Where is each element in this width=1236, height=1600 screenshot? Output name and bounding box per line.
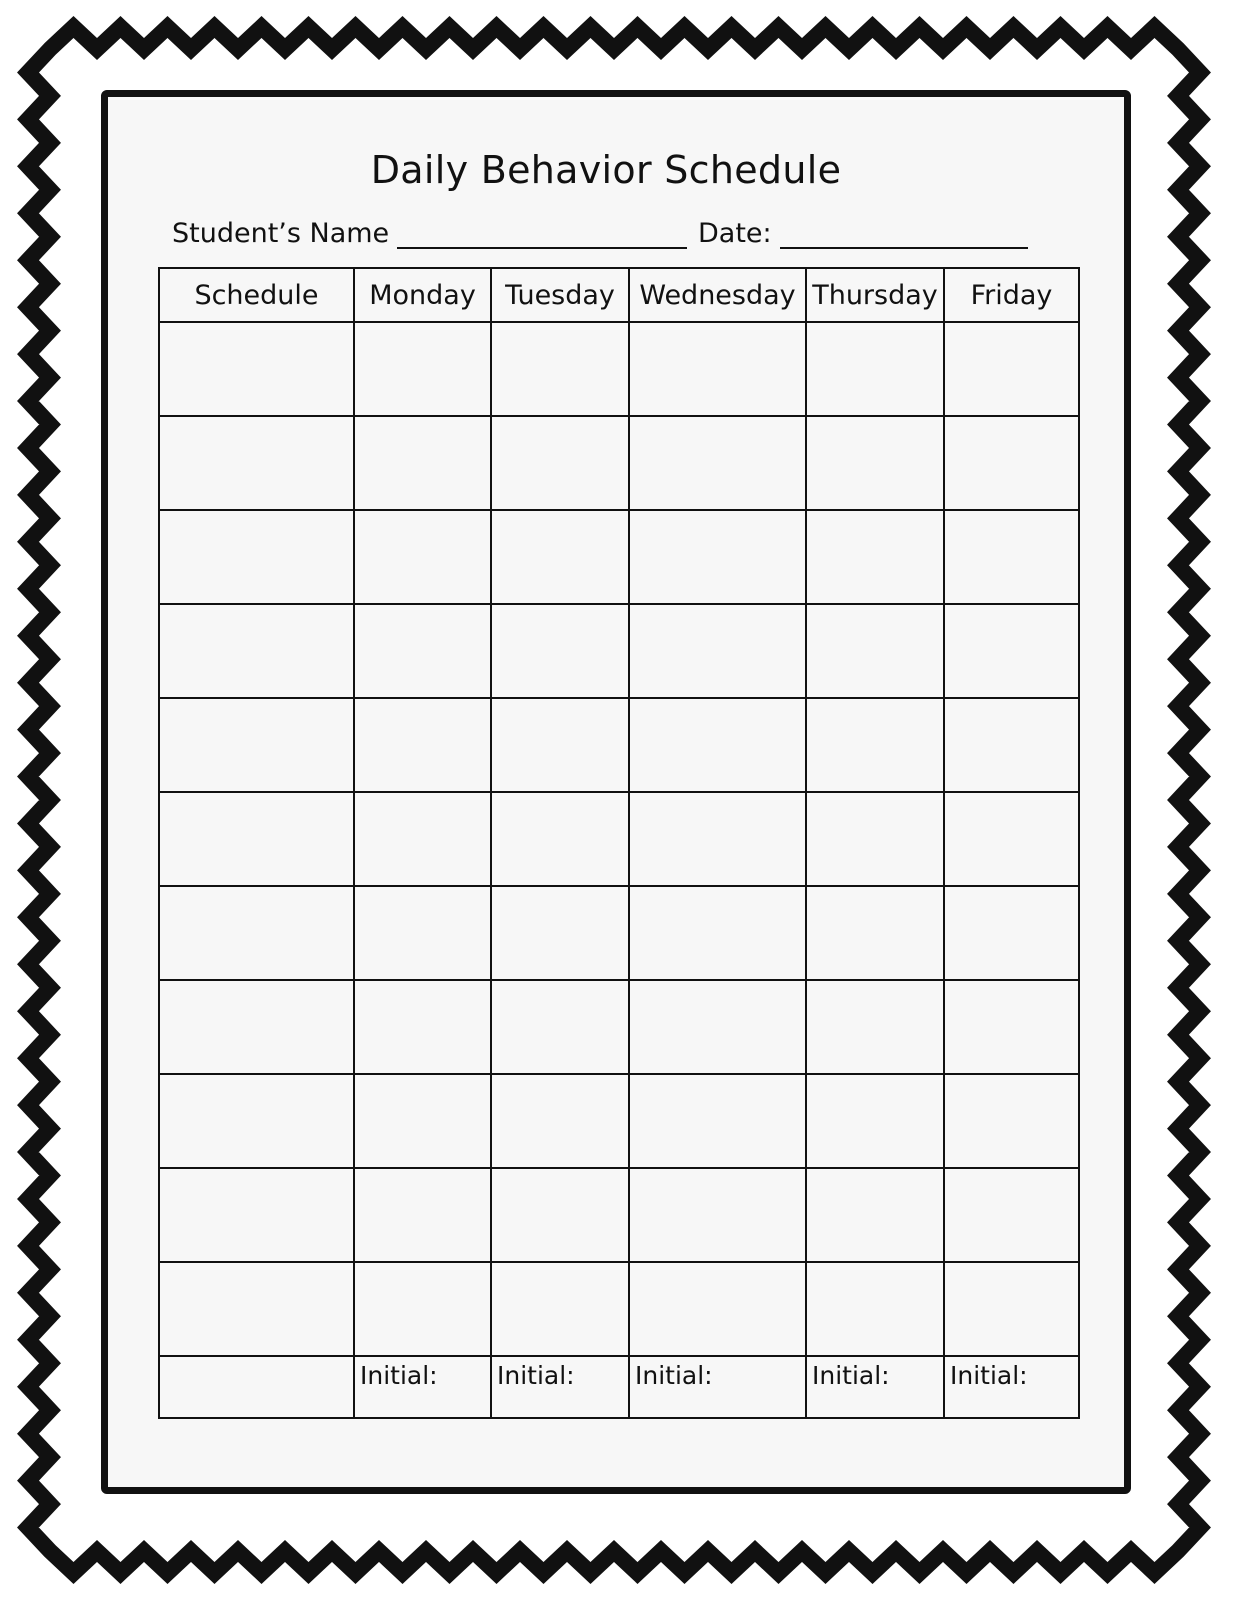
day-cell[interactable] — [944, 510, 1079, 604]
day-cell[interactable] — [806, 698, 944, 792]
schedule-cell[interactable] — [159, 886, 354, 980]
date-input-line[interactable] — [780, 219, 1028, 249]
schedule-cell[interactable] — [159, 1168, 354, 1262]
header-row — [159, 268, 1079, 322]
day-cell[interactable] — [944, 1074, 1079, 1168]
day-cell[interactable] — [354, 604, 491, 698]
day-cell[interactable] — [354, 698, 491, 792]
day-cell[interactable] — [491, 1262, 629, 1356]
day-cell[interactable] — [354, 1262, 491, 1356]
table-row — [159, 792, 1079, 886]
table-row — [159, 698, 1079, 792]
day-cell[interactable] — [629, 698, 806, 792]
day-cell[interactable] — [806, 510, 944, 604]
day-cell[interactable] — [491, 792, 629, 886]
column-header-friday: Friday — [944, 268, 1079, 322]
schedule-cell[interactable] — [159, 604, 354, 698]
student-name-label: Student’s Name — [172, 218, 390, 249]
day-cell[interactable] — [491, 604, 629, 698]
schedule-cell[interactable] — [159, 510, 354, 604]
schedule-cell[interactable] — [159, 980, 354, 1074]
day-cell[interactable] — [629, 416, 806, 510]
day-cell[interactable] — [629, 1168, 806, 1262]
initial-cell[interactable]: Initial: — [491, 1356, 629, 1418]
table-row — [159, 980, 1079, 1074]
column-header-monday: Monday — [354, 268, 491, 322]
schedule-cell[interactable] — [159, 1262, 354, 1356]
day-cell[interactable] — [806, 792, 944, 886]
schedule-cell[interactable] — [159, 698, 354, 792]
day-cell[interactable] — [806, 1074, 944, 1168]
day-cell[interactable] — [491, 322, 629, 416]
table-row — [159, 322, 1079, 416]
day-cell[interactable] — [629, 1262, 806, 1356]
day-cell[interactable] — [806, 604, 944, 698]
day-cell[interactable] — [944, 1168, 1079, 1262]
column-header-thursday: Thursday — [806, 268, 944, 322]
day-cell[interactable] — [354, 416, 491, 510]
table-body — [159, 322, 1079, 1418]
page-title: Daily Behavior Schedule — [370, 148, 842, 192]
day-cell[interactable] — [629, 510, 806, 604]
day-cell[interactable] — [629, 322, 806, 416]
day-cell[interactable] — [944, 416, 1079, 510]
day-cell[interactable] — [354, 322, 491, 416]
table-row — [159, 1168, 1079, 1262]
student-name-input-line[interactable] — [397, 219, 687, 249]
day-cell[interactable] — [944, 1262, 1079, 1356]
day-cell[interactable] — [806, 322, 944, 416]
day-cell[interactable] — [629, 1074, 806, 1168]
day-cell[interactable] — [944, 980, 1079, 1074]
day-cell[interactable] — [491, 1074, 629, 1168]
table-row — [159, 1074, 1079, 1168]
schedule-cell[interactable] — [159, 322, 354, 416]
day-cell[interactable] — [354, 792, 491, 886]
day-cell[interactable] — [944, 792, 1079, 886]
day-cell[interactable] — [806, 416, 944, 510]
initial-cell[interactable]: Initial: — [354, 1356, 491, 1418]
column-header-schedule: Schedule — [159, 268, 354, 322]
day-cell[interactable] — [944, 698, 1079, 792]
day-cell[interactable] — [354, 980, 491, 1074]
day-cell[interactable] — [491, 510, 629, 604]
date-field — [698, 218, 1028, 249]
table-row — [159, 604, 1079, 698]
day-cell[interactable] — [354, 886, 491, 980]
column-header-wednesday: Wednesday — [629, 268, 806, 322]
table-row — [159, 1262, 1079, 1356]
schedule-cell[interactable] — [159, 1074, 354, 1168]
initials-row — [159, 1356, 1079, 1418]
day-cell[interactable] — [354, 1074, 491, 1168]
table-row — [159, 416, 1079, 510]
behavior-schedule-table — [158, 267, 1080, 1419]
day-cell[interactable] — [806, 1168, 944, 1262]
schedule-cell[interactable] — [159, 416, 354, 510]
day-cell[interactable] — [491, 980, 629, 1074]
day-cell[interactable] — [491, 698, 629, 792]
day-cell[interactable] — [629, 604, 806, 698]
initials-blank-cell — [159, 1356, 354, 1418]
day-cell[interactable] — [491, 886, 629, 980]
day-cell[interactable] — [354, 510, 491, 604]
day-cell[interactable] — [629, 792, 806, 886]
day-cell[interactable] — [806, 980, 944, 1074]
initial-cell[interactable]: Initial: — [629, 1356, 806, 1418]
date-label: Date: — [698, 218, 772, 249]
day-cell[interactable] — [806, 886, 944, 980]
table-row — [159, 510, 1079, 604]
column-header-tuesday: Tuesday — [491, 268, 629, 322]
day-cell[interactable] — [944, 322, 1079, 416]
day-cell[interactable] — [491, 1168, 629, 1262]
day-cell[interactable] — [944, 604, 1079, 698]
day-cell[interactable] — [629, 886, 806, 980]
initial-cell[interactable]: Initial: — [944, 1356, 1079, 1418]
day-cell[interactable] — [944, 886, 1079, 980]
day-cell[interactable] — [629, 980, 806, 1074]
day-cell[interactable] — [354, 1168, 491, 1262]
initial-cell[interactable]: Initial: — [806, 1356, 944, 1418]
table-row — [159, 886, 1079, 980]
student-name-field — [172, 218, 687, 249]
day-cell[interactable] — [806, 1262, 944, 1356]
schedule-cell[interactable] — [159, 792, 354, 886]
day-cell[interactable] — [491, 416, 629, 510]
